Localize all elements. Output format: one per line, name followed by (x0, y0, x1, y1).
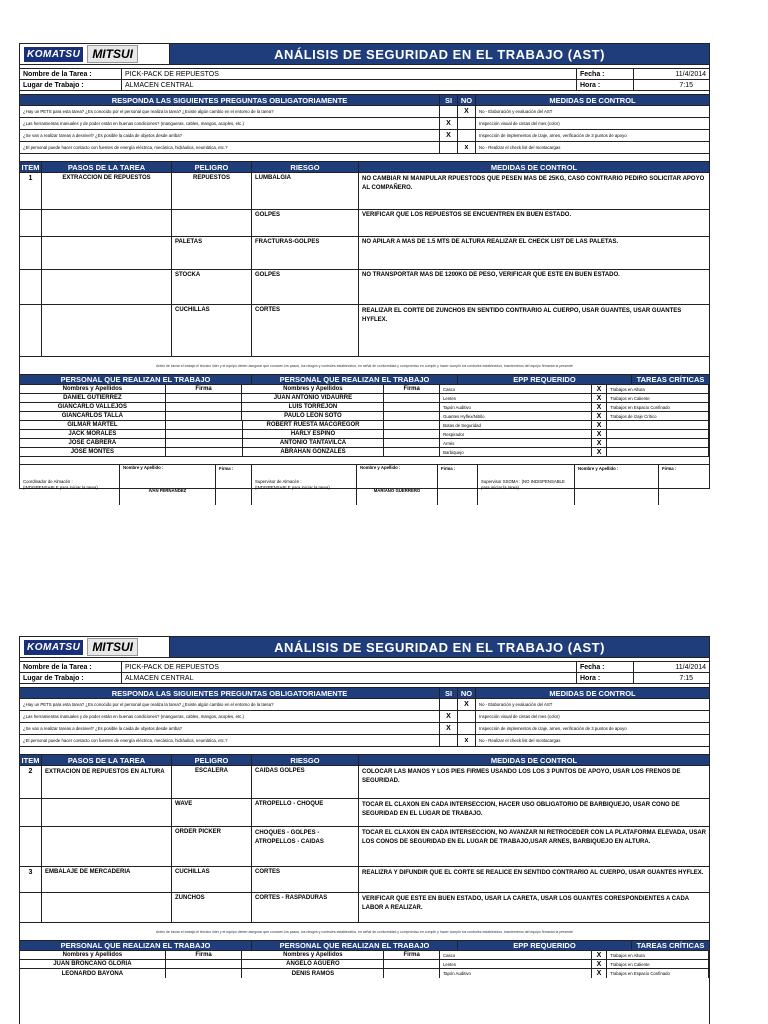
item-header: ITEM (20, 755, 42, 765)
epp-mark: X (592, 394, 607, 402)
step-row (20, 270, 709, 305)
question-measure: Inspección visual de cintas del mes (color) (479, 714, 560, 719)
step-header: PASOS DE LA TAREA (42, 162, 172, 172)
question-measure: Inspección visual de cintas del mes (color) (479, 121, 560, 126)
epp-item: Lentes (440, 394, 592, 402)
si-mark (440, 106, 458, 117)
place-label: Lugar de Trabajo : (20, 673, 122, 683)
question-row (20, 130, 709, 142)
epp-mark: X (592, 385, 607, 393)
question-text: ¿Las herramientas manuales y de poder están en buenas condiciones? (mangueras, cables, mangos, acoples, etc.) (20, 711, 440, 722)
task-value: PICK-PACK DE REPUESTOS (122, 662, 577, 672)
question-row (20, 106, 709, 118)
people-row (20, 430, 709, 439)
brand-logos (20, 44, 170, 64)
questions-title: RESPONDA LAS SIGUIENTES PREGUNTAS OBLIGATORIAMENTE (20, 95, 440, 105)
supervisor-label: Supervisor de Almacén : (INDISPENSABLE para iniciar la tarea) (252, 465, 357, 505)
step-hazard: CUCHILLAS (172, 867, 252, 892)
worker-name: JOSE CABRERA (20, 439, 166, 447)
epp-mark: X (592, 960, 607, 968)
epp-item: Tapón Auditivo (440, 969, 592, 978)
mitsui-logo: MITSUI (87, 638, 138, 656)
people-header (20, 941, 709, 951)
people-row (20, 448, 709, 457)
question-row (20, 735, 709, 747)
step-row (20, 867, 709, 893)
risk-header: RIESGO (252, 162, 359, 172)
epp-item: Barbiquejo (440, 448, 592, 456)
question-text: ¿Las herramientas manuales y de poder están en buenas condiciones? (mangueras, cables, mangos, acoples, etc.) (20, 118, 440, 129)
step-risk: ATROPELLO - CHOQUE (252, 799, 359, 826)
hour-value: 7:15 (679, 674, 693, 682)
no-mark: x (458, 735, 476, 746)
epp-item: Arnés (440, 439, 592, 447)
date-value: 11/4/2014 (675, 70, 706, 78)
steps-header (20, 162, 709, 173)
step-risk: CORTES (252, 305, 359, 356)
step-risk: CHOQUES - GOLPES - ATROPELLOS - CAIDAS (252, 827, 359, 866)
step-risk: GOLPES (252, 270, 359, 304)
supervisor-signature: Firma : (438, 465, 478, 505)
step-row (20, 799, 709, 827)
no-mark (458, 723, 476, 734)
mitsui-logo: MITSUI (87, 45, 138, 63)
step-row (20, 237, 709, 270)
date-label: Fecha : (577, 662, 634, 672)
step-risk: CAIDAS GOLPES (252, 766, 359, 798)
task-label: Nombre de la Tarea : (20, 662, 122, 672)
ssoma-label: Supervisor SSOMA : (NO INDISPENSABLE para iniciar la tarea) (478, 465, 575, 505)
si-mark: X (440, 711, 458, 722)
question-row (20, 142, 709, 154)
step-row (20, 173, 709, 210)
komatsu-logo: KOMATSU (24, 47, 83, 62)
step-control: COLOCAR LAS MANOS Y LOS PIES FIRMES USANDO LOS LOS 3 PUNTOS DE APOYO, USAR LOS FRENOS DE SEGURIDAD. (362, 769, 681, 784)
epp-item: Tapón Auditivo (440, 403, 592, 411)
people-row (20, 960, 709, 969)
worker-name: PAULO LEON SOTO (242, 412, 384, 420)
epp-mark: X (592, 448, 607, 456)
task-label: Nombre de la Tarea : (20, 69, 122, 79)
epp-mark: X (592, 403, 607, 411)
hour-label: Hora : (577, 80, 634, 90)
sheet-title: ANÁLISIS DE SEGURIDAD EN EL TRABAJO (AST) (170, 637, 709, 657)
step-risk: CORTES (252, 867, 359, 892)
people-row (20, 394, 709, 403)
step-control: REALIZRA Y DIFUNDIR QUE EL CORTE SE REALICE EN SENTIDO CONTRARIO AL CUERPO, USAR GUANTES HYFLEX. (362, 870, 704, 876)
names-col: Nombres y Apellidos (242, 951, 384, 959)
si-mark: X (440, 130, 458, 141)
question-measure: No - Elaboración y evaluación del AST (479, 702, 553, 707)
epp-item: Lentes (440, 960, 592, 968)
ast-sheet-1 (19, 43, 710, 493)
hazard-header: PELIGRO (172, 755, 252, 765)
ssoma-signature: Firma : (662, 466, 677, 471)
date-label: Fecha : (577, 69, 634, 79)
personal-header-right: PERSONAL QUE REALIZAN EL TRABAJO (252, 941, 458, 950)
epp-item: Casco (440, 385, 592, 393)
people-row (20, 403, 709, 412)
worker-name: JOSE MONTES (20, 448, 166, 456)
epp-mark: X (592, 412, 607, 420)
commitment-note: Antes de iniciar el trabajo el técnico líder y el equipo deben asegurar que conocen los pasos, los riesgos y controles establecidos, en señal de conformidad y compromiso en cumplir y hacer cumplir los controles establecidos, losmiembros del equipo firmarán la presente (20, 357, 709, 375)
question-measure: Inspección de implementos de izaje, arnes, verificación de 3 puntos de apoyo (479, 726, 627, 731)
questions-header (20, 688, 709, 699)
no-header: NO (458, 688, 476, 698)
step-item: 3 (20, 867, 42, 892)
people-row (20, 421, 709, 430)
hour-label: Hora : (577, 673, 634, 683)
hazard-header: PELIGRO (172, 162, 252, 172)
si-mark (440, 699, 458, 710)
step-control: VERIFICAR QUE ESTE EN BUEN ESTADO, USAR LA CARETA, USAR LOS GUANTES CORESPONDIENTES A CADA LABOR A REALIZAR. (362, 896, 689, 911)
question-text: ¿Hay un PETS para esta tarea? ¿Es conocido por el personal que realiza la tarea? ¿Existe algún cambio en el entorno de la tarea? (20, 106, 440, 117)
step-risk: GOLPES (252, 210, 359, 236)
signature-col: Firma (166, 385, 243, 393)
critical-tasks-header: TAREAS CRÍTICAS (632, 941, 709, 950)
step-task: EMBALAJE DE MERCADERIA (42, 867, 172, 892)
step-control: VERIFICAR QUE LOS REPUESTOS SE ENCUENTREN EN BUEN ESTADO. (362, 212, 572, 218)
question-row (20, 699, 709, 711)
step-hazard (172, 210, 252, 236)
epp-mark: X (592, 951, 607, 959)
people-header (20, 375, 709, 385)
critical-task: Trabajos en Espacio Confinado (607, 403, 709, 411)
place-value: ALMACEN CENTRAL (122, 80, 577, 90)
step-row (20, 210, 709, 237)
question-measure: No - Realizar el check list del montacargas (479, 145, 561, 150)
epp-mark: X (592, 439, 607, 447)
people-row (20, 969, 709, 978)
people-subheader (20, 951, 709, 960)
step-control: NO TRANSPORTAR MAS DE 1200KG DE PESO, VERIFICAR QUE ESTE EN BUEN ESTADO. (362, 272, 620, 278)
control-header: MEDIDAS DE CONTROL (359, 755, 709, 765)
task-row (20, 662, 709, 673)
epp-item: Guantes Hyflex/Nitrilo (440, 412, 592, 420)
date-value: 11/4/2014 (675, 663, 706, 671)
coordinator-signature: Firma : (216, 465, 252, 505)
critical-task: Trabajos en Altura (607, 385, 709, 393)
worker-name: DENIS RAMOS (242, 969, 384, 978)
measures-header: MEDIDAS DE CONTROL (476, 95, 709, 105)
epp-item: Casco (440, 951, 592, 959)
step-task: EXTRACCION DE REPUESTOS (42, 173, 172, 209)
sheet-header (20, 44, 709, 65)
step-header: PASOS DE LA TAREA (42, 755, 172, 765)
question-text: ¿El personal puede hacer contacto con fuentes de energía eléctrica, mecánica, hidráulica, neumática, etc.? (20, 142, 440, 153)
people-row (20, 412, 709, 421)
step-item: 2 (20, 766, 42, 798)
step-row (20, 827, 709, 867)
step-control: TOCAR EL CLAXON EN CADA INTERSECCION, HACER USO OBLIGATORIO DE BARBIQUEJO, USAR CONO DE SEGURIDAD EN EL LUGAR DE TRABAJO. (362, 802, 680, 817)
epp-mark: X (592, 430, 607, 438)
si-mark: X (440, 723, 458, 734)
question-row (20, 118, 709, 130)
personal-header-left: PERSONAL QUE REALIZAN EL TRABAJO (20, 941, 252, 950)
step-hazard: ORDER PICKER (172, 827, 252, 866)
step-risk: CORTES - RASPADURAS (252, 893, 359, 922)
brand-logos (20, 637, 170, 657)
epp-item: Respirador (440, 430, 592, 438)
signature-col: Firma (384, 385, 440, 393)
worker-name: JUAN ANTONIO VIDAURRE (242, 394, 384, 402)
step-risk: FRACTURAS-GOLPES (252, 237, 359, 269)
step-control: NO CAMBIAR NI MANIPULAR RPUESTODS QUE PESEN MAS DE 25KG, CASO CONTRARIO PEDIRO SOLICITAR APOYO AL COMPAÑERO. (362, 176, 705, 191)
no-mark: X (458, 106, 476, 117)
step-hazard: REPUESTOS (172, 173, 252, 209)
question-measure: Inspección de implementos de izaje, arnes, verificación de 3 puntos de apoyo (479, 133, 627, 138)
ssoma-name: Nombre y Apellido : (575, 465, 659, 505)
step-control: NO APILAR A MAS DE 1.5 MTS DE ALTURA REALIZAR EL CHECK LIST DE LAS PALETAS. (362, 239, 619, 245)
sheet-header (20, 637, 709, 658)
question-text: ¿El personal puede hacer contacto con fuentes de energía eléctrica, mecánica, hidráulica, neumática, etc.? (20, 735, 440, 746)
komatsu-logo: KOMATSU (24, 640, 83, 655)
no-mark (458, 711, 476, 722)
question-measure: No - Realizar el check list del montacargas (479, 738, 561, 743)
worker-name: JACK MORALES (20, 430, 166, 438)
no-mark (458, 130, 476, 141)
question-text: ¿Hay un PETS para esta tarea? ¿Es conocido por el personal que realiza la tarea? ¿Existe algún cambio en el entorno de la tarea? (20, 699, 440, 710)
questions-header (20, 95, 709, 106)
question-measure: No - Elaboración y evaluación del AST (479, 109, 553, 114)
place-label: Lugar de Trabajo : (20, 80, 122, 90)
no-mark: x (458, 142, 476, 153)
step-risk: LUMBALGIA (252, 173, 359, 209)
epp-header: EPP REQUERIDO (458, 375, 632, 384)
supervisor-name: MARIANO GUERRERO (373, 487, 421, 493)
commitment-note: Antes de iniciar el trabajo el técnico líder y el equipo deben asegurar que conocen los pasos, los riesgos y controles establecidos, en señal de conformidad y compromiso en cumplir y hacer cumplir los controles establecidos, losmiembros del equipo firmarán la presente (20, 923, 709, 941)
names-col: Nombres y Apellidos (242, 385, 384, 393)
question-row (20, 723, 709, 735)
no-mark: X (458, 699, 476, 710)
worker-name: GILMAR MARTEL (20, 421, 166, 429)
worker-name: ROBERT RUESTA MACGREGOR (243, 421, 385, 429)
questions-title: RESPONDA LAS SIGUIENTES PREGUNTAS OBLIGATORIAMENTE (20, 688, 440, 698)
name-label: Nombre y Apellido : (360, 465, 401, 470)
steps-header (20, 755, 709, 766)
epp-mark: X (592, 421, 607, 429)
si-header: SI (440, 95, 458, 105)
coordinator-label: Coordinador de Almacén : (INDISPENSABLE para iniciar la tarea) (20, 465, 120, 505)
critical-tasks-header: TAREAS CRÍTICAS (632, 375, 709, 384)
names-col: Nombres y Apellidos (20, 385, 166, 393)
step-hazard: WAVE (172, 799, 252, 826)
critical-task: Trabajos en Altura (607, 951, 709, 959)
worker-name: GIANCARLO VALLEJOS (20, 403, 166, 411)
ast-sheet-2 (19, 636, 710, 1024)
worker-name: ABRAHAN GONZALES (243, 448, 385, 456)
no-header: NO (458, 95, 476, 105)
step-control: REALIZAR EL CORTE DE ZUNCHOS EN SENTIDO CONTRARIO AL CUERPO, USAR GUANTES, USAR GUANTES HYFLEX. (362, 308, 682, 323)
step-item: 1 (20, 173, 42, 209)
step-hazard: STOCKA (172, 270, 252, 304)
worker-name: JUAN BRONCANO GLORIA (20, 960, 166, 968)
epp-header: EPP REQUERIDO (458, 941, 632, 950)
names-col: Nombres y Apellidos (20, 951, 166, 959)
step-hazard: CUCHILLAS (172, 305, 252, 356)
step-row (20, 893, 709, 923)
step-row (20, 305, 709, 357)
epp-item: Botas de Seguridad (440, 421, 592, 429)
critical-task: Trabajos en Caliente (607, 394, 709, 402)
question-text: ¿Se van a realizar tareas a desnivel? ¿Es posible la caida de objetos desde arriba? (20, 130, 440, 141)
people-row (20, 439, 709, 448)
place-row (20, 673, 709, 684)
item-header: ITEM (20, 162, 42, 172)
step-hazard: ESCALERA (172, 766, 252, 798)
question-text: ¿Se van a realizar tareas a desnivel? ¿Es posible la caida de objetos desde arriba? (20, 723, 440, 734)
step-task: EXTRACION DE REPUESTOS EN ALTURA (42, 766, 172, 798)
no-mark (458, 118, 476, 129)
si-mark (440, 142, 458, 153)
critical-task: Trabajos en Espacio Confinado (607, 969, 709, 978)
measures-header: MEDIDAS DE CONTROL (476, 688, 709, 698)
si-mark: X (440, 118, 458, 129)
step-hazard: ZUNCHOS (172, 893, 252, 922)
step-control: TOCAR EL CLAXON EN CADA INTERSECCION, NO AVANZAR NI RETROCEDER CON LA PLATAFORMA ELEVADA, USAR LOS CONOS DE SEGURIDAD EN EL LUGAR DE TRABAJO,USAR ARNES, BARBIQUEJO EN ALTURA. (362, 830, 707, 845)
task-value: PICK-PACK DE REPUESTOS (122, 69, 577, 79)
worker-name: GIANCARLOS TALLA (20, 412, 166, 420)
si-mark (440, 735, 458, 746)
signature-col: Firma (384, 951, 440, 959)
epp-mark: X (592, 969, 607, 978)
critical-task: Trabajos en Caliente (607, 960, 709, 968)
worker-name: ANTONIO TANTAVILCA (243, 439, 385, 447)
step-hazard: PALETAS (172, 237, 252, 269)
worker-name: LEONARDO BAYONA (20, 969, 166, 978)
worker-name: LUIS TORREJON (242, 403, 384, 411)
step-row (20, 766, 709, 799)
coordinator-name: IVAN FERNANDEZ (148, 487, 187, 493)
control-header: MEDIDAS DE CONTROL (359, 162, 709, 172)
personal-header-left: PERSONAL QUE REALIZAN EL TRABAJO (20, 375, 252, 384)
worker-name: DANIEL GUTIERREZ (20, 394, 166, 402)
place-value: ALMACEN CENTRAL (122, 673, 577, 683)
personal-header-right: PERSONAL QUE REALIZAN EL TRABAJO (252, 375, 458, 384)
si-header: SI (440, 688, 458, 698)
worker-name: ANGELO AGÜERO (242, 960, 384, 968)
signature-col: Firma (166, 951, 243, 959)
signature-block (20, 465, 709, 505)
task-row (20, 69, 709, 80)
worker-name: HARLY ESPINO (243, 430, 385, 438)
people-subheader (20, 385, 709, 394)
sheet-title: ANÁLISIS DE SEGURIDAD EN EL TRABAJO (AST) (170, 44, 709, 64)
name-label: Nombre y Apellido : (123, 465, 164, 470)
question-row (20, 711, 709, 723)
hour-value: 7:15 (679, 81, 693, 89)
place-row (20, 80, 709, 91)
critical-task: Trabajos de Izaje Crítico (607, 412, 709, 420)
risk-header: RIESGO (252, 755, 359, 765)
